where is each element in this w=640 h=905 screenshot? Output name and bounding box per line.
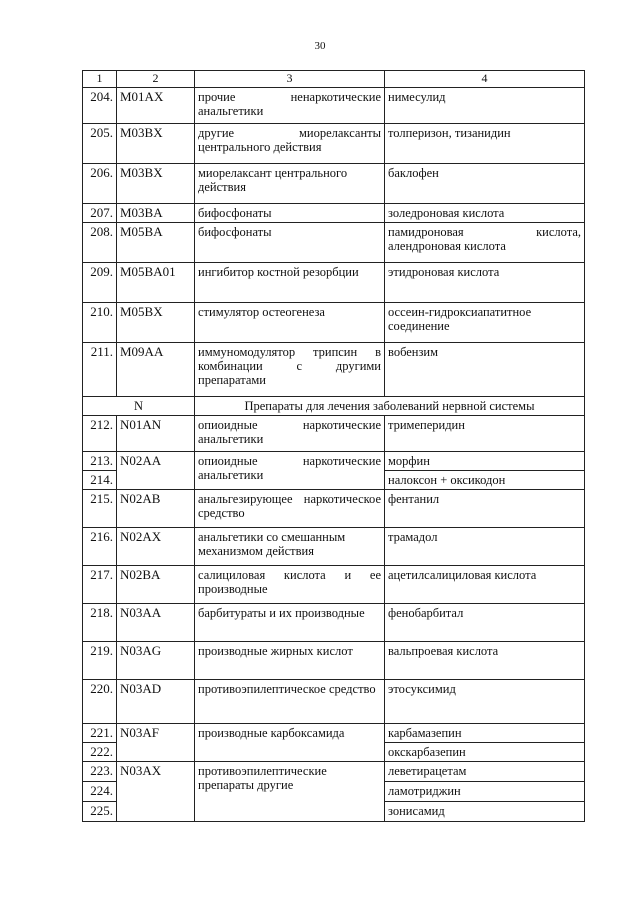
group-name: опиоидные наркотические анальгетики — [195, 416, 385, 452]
drug-name: вобензим — [385, 343, 585, 397]
page-number: 30 — [314, 40, 326, 52]
table-row — [83, 452, 585, 471]
row-number: 212. — [83, 416, 117, 452]
drug-name: фенобарбитал — [385, 604, 585, 642]
atc-code: N03AX — [117, 762, 195, 822]
group-name: иммуномодулятор трипсин в комбинации с другими препаратами — [195, 343, 385, 397]
table-row — [83, 642, 585, 680]
table-row — [83, 490, 585, 528]
atc-code: N03AA — [117, 604, 195, 642]
atc-code: N02AA — [117, 452, 195, 490]
row-number: 208. — [83, 223, 117, 263]
atc-code: N02AX — [117, 528, 195, 566]
drug-name: трамадол — [385, 528, 585, 566]
row-number: 221. — [83, 724, 117, 743]
group-name: барбитураты и их производные — [195, 604, 385, 642]
row-number: 207. — [83, 204, 117, 223]
drug-name: фентанил — [385, 490, 585, 528]
drug-name: ламотриджин — [385, 782, 585, 802]
group-name: другие миорелаксанты центрального действия — [195, 124, 385, 164]
drug-name: памидроновая кислота, алендроновая кислота — [385, 223, 585, 263]
header-cell: 3 — [195, 71, 385, 88]
table-row — [83, 263, 585, 303]
drug-name: зонисамид — [385, 802, 585, 822]
group-name: противоэпилептическое средство — [195, 680, 385, 724]
table-row — [83, 762, 585, 782]
row-number: 205. — [83, 124, 117, 164]
drug-name: нимесулид — [385, 88, 585, 124]
group-name: опиоидные наркотические анальгетики — [195, 452, 385, 490]
drug-name: ацетилсалициловая кислота — [385, 566, 585, 604]
header-cell: 4 — [385, 71, 585, 88]
table-row — [83, 416, 585, 452]
group-name: миорелаксант центрального действия — [195, 164, 385, 204]
group-name: салициловая кислота и ее производные — [195, 566, 385, 604]
drug-name: морфин — [385, 452, 585, 471]
atc-code: N01AN — [117, 416, 195, 452]
atc-code: M03BX — [117, 124, 195, 164]
row-number: 224. — [83, 782, 117, 802]
atc-code: N03AG — [117, 642, 195, 680]
drug-name: этосуксимид — [385, 680, 585, 724]
section-header-row — [83, 397, 585, 416]
group-name: прочие ненаркотические анальгетики — [195, 88, 385, 124]
drug-name: золедроновая кислота — [385, 204, 585, 223]
table-row — [83, 124, 585, 164]
drug-registry-table — [82, 70, 585, 822]
drug-name: баклофен — [385, 164, 585, 204]
drug-name: налоксон + оксикодон — [385, 471, 585, 490]
atc-code: M05BA — [117, 223, 195, 263]
table-row — [83, 303, 585, 343]
row-number: 216. — [83, 528, 117, 566]
header-cell: 1 — [83, 71, 117, 88]
atc-code: M05BA01 — [117, 263, 195, 303]
atc-code: M01AX — [117, 88, 195, 124]
group-name: бифосфонаты — [195, 204, 385, 223]
row-number: 206. — [83, 164, 117, 204]
table-row — [83, 164, 585, 204]
atc-code: N03AF — [117, 724, 195, 762]
table-row — [83, 724, 585, 743]
drug-name: этидроновая кислота — [385, 263, 585, 303]
table-row — [83, 223, 585, 263]
group-name: производные карбоксамида — [195, 724, 385, 762]
drug-name: тримеперидин — [385, 416, 585, 452]
drug-name: карбамазепин — [385, 724, 585, 743]
row-number: 215. — [83, 490, 117, 528]
row-number: 209. — [83, 263, 117, 303]
row-number: 213. — [83, 452, 117, 471]
table-row — [83, 528, 585, 566]
atc-code: M03BA — [117, 204, 195, 223]
row-number: 217. — [83, 566, 117, 604]
header-cell: 2 — [117, 71, 195, 88]
table-row — [83, 566, 585, 604]
table-row — [83, 343, 585, 397]
group-name: противоэпилептические препараты другие — [195, 762, 385, 822]
row-number: 220. — [83, 680, 117, 724]
row-number: 214. — [83, 471, 117, 490]
table-row — [83, 88, 585, 124]
drug-name: вальпроевая кислота — [385, 642, 585, 680]
row-number: 223. — [83, 762, 117, 782]
row-number: 210. — [83, 303, 117, 343]
group-name: ингибитор костной резорбции — [195, 263, 385, 303]
section-title: Препараты для лечения заболеваний нервной системы — [195, 397, 585, 416]
atc-code: N02AB — [117, 490, 195, 528]
drug-name: окскарбазепин — [385, 743, 585, 762]
table-row — [83, 680, 585, 724]
group-name: анальгетики со смешанным механизмом действия — [195, 528, 385, 566]
row-number: 222. — [83, 743, 117, 762]
group-name: производные жирных кислот — [195, 642, 385, 680]
drug-name: оссеин-гидроксиапатитное соединение — [385, 303, 585, 343]
drug-name: толперизон, тизанидин — [385, 124, 585, 164]
row-number: 225. — [83, 802, 117, 822]
row-number: 204. — [83, 88, 117, 124]
atc-code: M05BX — [117, 303, 195, 343]
atc-code: M03BX — [117, 164, 195, 204]
row-number: 219. — [83, 642, 117, 680]
table-row — [83, 604, 585, 642]
atc-code: N03AD — [117, 680, 195, 724]
table-header-row — [83, 71, 585, 88]
section-code: N — [83, 397, 195, 416]
atc-code: M09AA — [117, 343, 195, 397]
group-name: бифосфонаты — [195, 223, 385, 263]
row-number: 218. — [83, 604, 117, 642]
group-name: анальгезирующее наркотическое средство — [195, 490, 385, 528]
table-row — [83, 204, 585, 223]
group-name: стимулятор остеогенеза — [195, 303, 385, 343]
drug-name: леветирацетам — [385, 762, 585, 782]
atc-code: N02BA — [117, 566, 195, 604]
row-number: 211. — [83, 343, 117, 397]
